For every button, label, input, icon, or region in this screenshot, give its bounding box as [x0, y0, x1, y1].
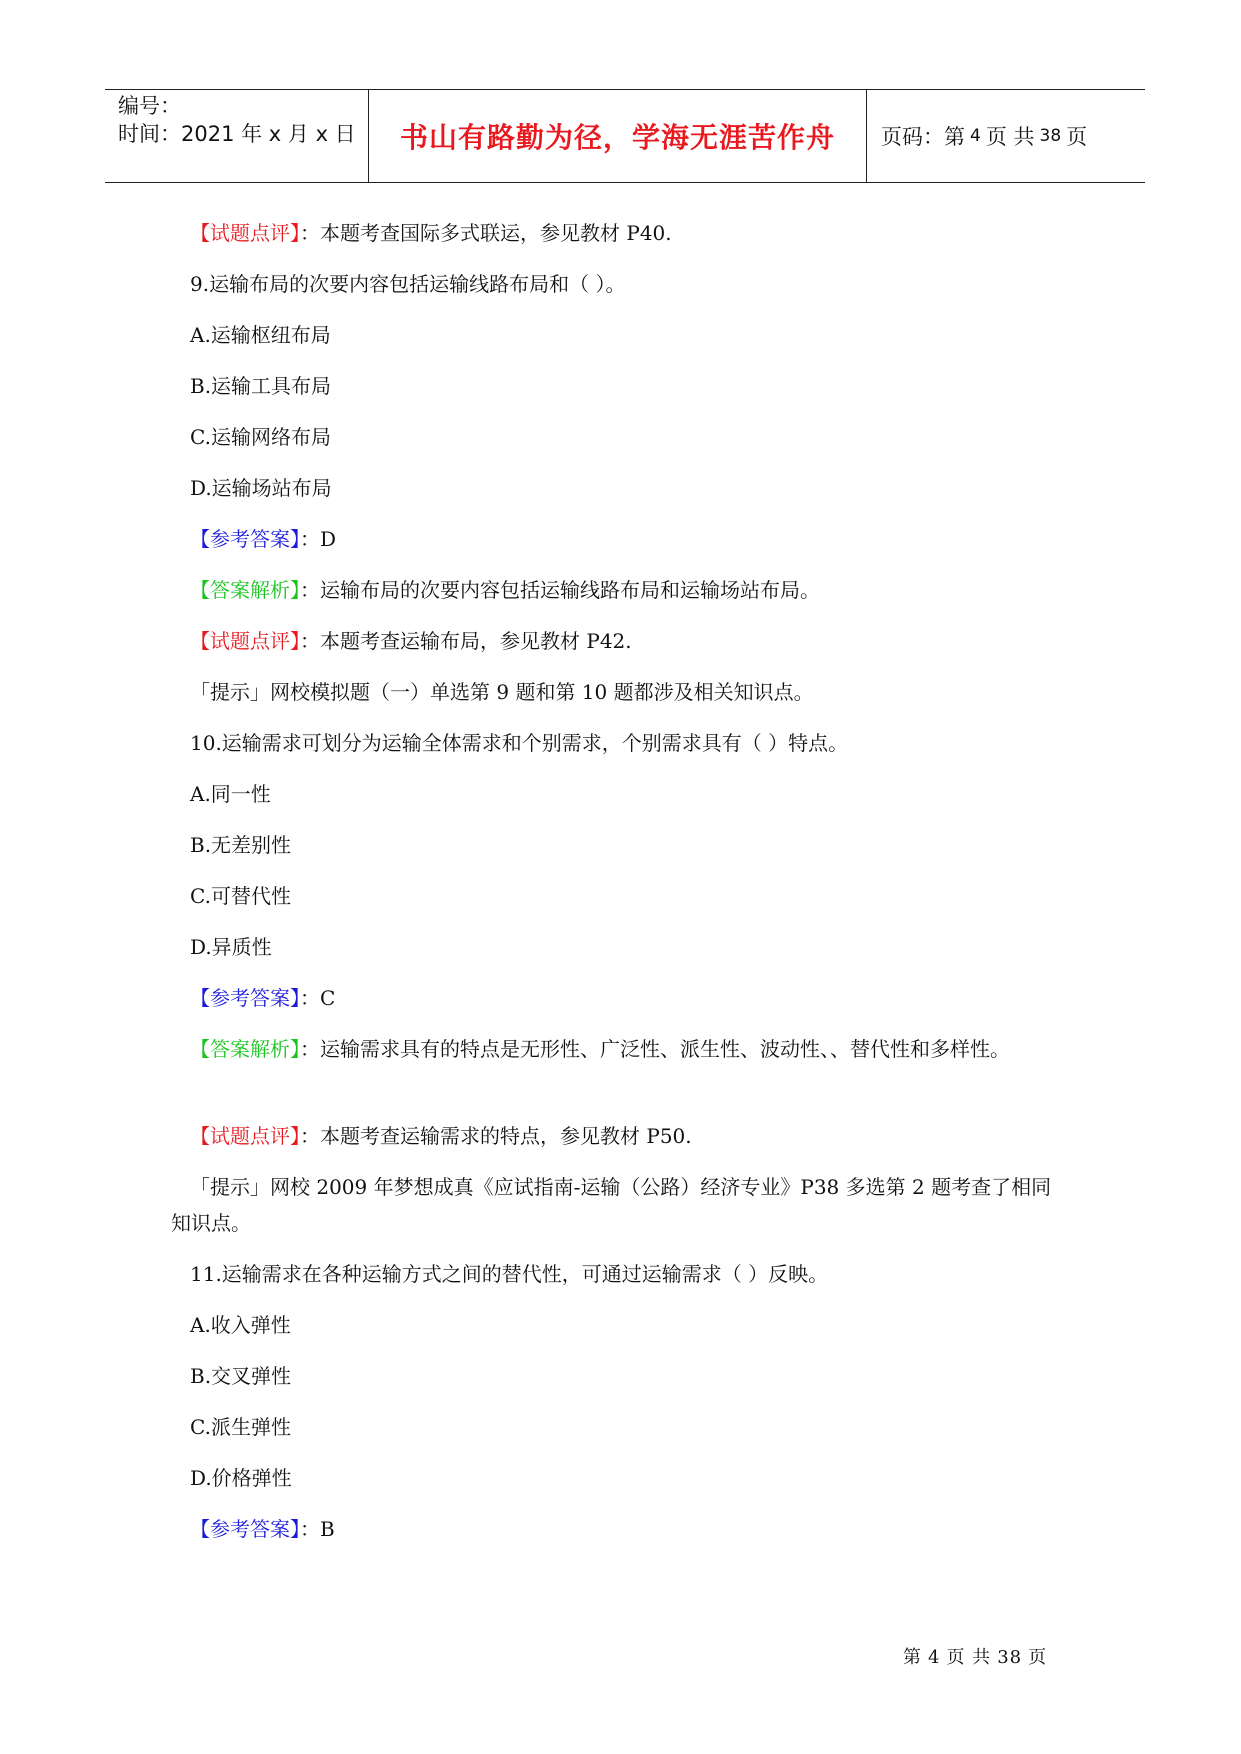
hint-paragraph: 「提示」网校 2009 年梦想成真《应试指南-运输（公路）经济专业》P38 多选第 2 题考查了相同知识点。	[171, 1175, 1052, 1235]
footer-prefix: 第	[903, 1647, 922, 1668]
option-line: D.异质性	[190, 935, 272, 959]
analysis-tag: 【答案解析】	[190, 1037, 300, 1061]
page-prefix: 页码：第	[881, 125, 965, 149]
analysis-paragraph: 【答案解析】：运输需求具有的特点是无形性、广泛性、派生性、波动性、、替代性和多样性。	[190, 1037, 1010, 1061]
footer-suffix: 页	[1028, 1647, 1048, 1668]
option-line: B.交叉弹性	[190, 1364, 292, 1388]
question-line: 10.运输需求可划分为运输全体需求和个别需求，个别需求具有（ ）特点。	[190, 731, 849, 755]
page-header	[105, 89, 1145, 183]
hint-line: 「提示」网校模拟题（一）单选第 9 题和第 10 题都涉及相关知识点。	[190, 680, 814, 704]
text-line: 【试题点评】：本题考查国际多式联运，参见教材 P40.	[190, 221, 672, 245]
page-footer	[903, 1643, 1047, 1669]
option-line: C.派生弹性	[190, 1415, 291, 1439]
text-line: 【参考答案】：D	[190, 527, 337, 551]
answer-tag: 【参考答案】	[190, 986, 300, 1010]
option-line: C.可替代性	[190, 884, 291, 908]
header-motto: 书山有路勤为径，学海无涯苦作舟	[369, 90, 867, 182]
option-line: A.收入弹性	[190, 1313, 291, 1337]
text-line: 【参考答案】：B	[190, 1517, 335, 1541]
answer-tag: 【参考答案】	[190, 1517, 300, 1541]
footer-mid: 页 共	[946, 1647, 992, 1668]
text-line: 【试题点评】：本题考查运输需求的特点，参见教材 P50.	[190, 1124, 692, 1148]
option-line: D.运输场站布局	[190, 476, 332, 500]
time-label: 时间：2021 年 x 月 x 日	[118, 122, 356, 146]
option-line: A.运输枢纽布局	[190, 323, 331, 347]
text-line: 【答案解析】：运输布局的次要内容包括运输线路布局和运输场站布局。	[190, 578, 820, 602]
page-suffix: 页	[1066, 125, 1088, 149]
question-line: 9.运输布局的次要内容包括运输线路布局和（ ）。	[190, 272, 626, 296]
header-meta	[105, 90, 369, 182]
serial-label: 编号：	[118, 94, 181, 118]
question-line: 11.运输需求在各种运输方式之间的替代性，可通过运输需求（ ）反映。	[190, 1262, 829, 1286]
answer-tag: 【参考答案】	[190, 527, 300, 551]
page-current: 4	[970, 126, 981, 146]
text-line: 【参考答案】：C	[190, 986, 336, 1010]
option-line: D.价格弹性	[190, 1466, 292, 1490]
text-line: 【试题点评】：本题考查运输布局，参见教材 P42.	[190, 629, 632, 653]
review-tag: 【试题点评】	[190, 221, 300, 245]
footer-total: 38	[997, 1647, 1023, 1668]
option-line: A.同一性	[190, 782, 271, 806]
page-mid: 页 共	[985, 125, 1035, 149]
header-page-info	[867, 90, 1145, 182]
analysis-tag: 【答案解析】	[190, 578, 300, 602]
option-line: B.运输工具布局	[190, 374, 332, 398]
review-tag: 【试题点评】	[190, 629, 300, 653]
footer-current: 4	[928, 1647, 941, 1668]
option-line: B.无差别性	[190, 833, 292, 857]
review-tag: 【试题点评】	[190, 1124, 300, 1148]
option-line: C.运输网络布局	[190, 425, 331, 449]
page-total: 38	[1039, 126, 1062, 146]
